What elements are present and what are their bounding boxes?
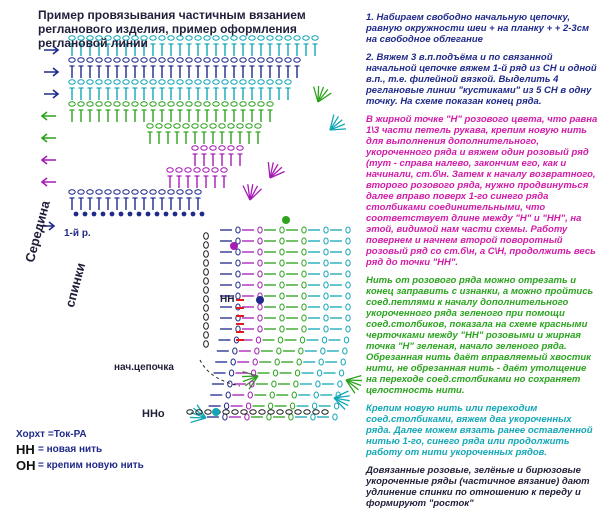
chain-stitch (96, 102, 102, 106)
chain-stitch (273, 370, 277, 376)
chain-stitch (228, 381, 232, 387)
fan-stitch (346, 376, 361, 380)
chain-stitch (183, 124, 189, 128)
chain-stitch (147, 124, 153, 128)
chain-stitch (322, 337, 326, 343)
chain-stitch (177, 190, 183, 194)
chain-stitch (204, 260, 209, 266)
chain-stitch (324, 315, 328, 321)
chain-stitch (87, 80, 93, 84)
chain-stitch (231, 359, 235, 365)
chain-stitch (236, 249, 240, 255)
legend-title: Хорхт =Ток-РА (16, 429, 87, 440)
chain-dot (182, 212, 187, 217)
fan-stitch (191, 418, 206, 422)
chain-stitch (204, 314, 209, 320)
chain-stitch (272, 381, 276, 387)
chain-stitch (302, 315, 306, 321)
chain-stitch (168, 58, 174, 62)
chain-stitch (249, 58, 255, 62)
chain-stitch (316, 381, 320, 387)
chain-stitch (240, 102, 246, 106)
note-1: 1. Набираем свободно начальную цепочку, равную окружности шеи + на планку + + 2-3см на свободное облегание (366, 12, 590, 45)
chain-stitch (322, 410, 328, 414)
chain-stitch (223, 410, 229, 414)
nn-label: НН (220, 294, 235, 305)
chain-stitch (256, 337, 260, 343)
chain-stitch (204, 332, 209, 338)
chain-stitch (324, 260, 328, 266)
chain-stitch (204, 58, 210, 62)
chain-dot (200, 212, 205, 217)
chain-stitch (268, 410, 274, 414)
legend-symbol: ОН (16, 458, 36, 473)
chain-stitch (195, 190, 201, 194)
chain-stitch (280, 304, 284, 310)
chain-stitch (302, 260, 306, 266)
chain-stitch (280, 260, 284, 266)
chain-stitch (233, 348, 237, 354)
chain-stitch (232, 410, 238, 414)
chain-stitch (346, 293, 350, 299)
join-dot (256, 296, 264, 304)
chain-stitch (302, 326, 306, 332)
chain-stitch (96, 58, 102, 62)
chain-stitch (338, 381, 342, 387)
chain-label: нач.цепочка (114, 362, 174, 373)
chain-stitch (339, 370, 343, 376)
chain-stitch (192, 124, 198, 128)
nno-label: ННо (142, 408, 165, 420)
chain-stitch (324, 227, 328, 233)
chain-stitch (204, 269, 209, 275)
chain-stitch (222, 80, 228, 84)
chain-stitch (236, 282, 240, 288)
chain-stitch (290, 403, 294, 409)
chain-stitch (280, 238, 284, 244)
chain-stitch (302, 249, 306, 255)
chain-stitch (174, 124, 180, 128)
chain-stitch (237, 146, 243, 150)
chain-stitch (286, 410, 292, 414)
chain-stitch (204, 278, 209, 284)
chain-stitch (185, 168, 191, 172)
chain-stitch (114, 190, 120, 194)
diagram-title: Пример провязывания частичным вязанием реглaнового изделия, пример оформления реглановой линии (38, 8, 306, 50)
chain-stitch (114, 102, 120, 106)
chain-stitch (204, 296, 209, 302)
chain-stitch (222, 58, 228, 62)
chain-stitch (150, 58, 156, 62)
chain-stitch (204, 323, 209, 329)
chain-stitch (237, 124, 243, 128)
chain-stitch (203, 168, 209, 172)
chain-stitch (167, 168, 173, 172)
chain-dot (110, 212, 115, 217)
chain-stitch (280, 293, 284, 299)
chain-stitch (289, 414, 293, 420)
note-3: В жирной точке "Н" розового цвета, что равна 1\3 части петель рукава, крепим новую нить для выполнения дополнительного, укороченного ряда и вяжем один розовый ряд (тут - справа налево, закончим его, как и начинали, ст.б\н. Затем к началу возвратного, второго розового ряда, нужно продвинуться далее вправо поверх 1-го синего ряда столбиками соединительными, что соответствует длине между "Н" и "НН", на этой, видимой нам части схемы. Работу повернем и начнем второй поворотный розовый ряд со ст.б\н, а С\Н, продолжить весь ряд до точки "НН". (366, 114, 598, 268)
chain-stitch (212, 168, 218, 172)
chain-stitch (78, 58, 84, 62)
chain-stitch (341, 359, 345, 365)
chain-dot (119, 212, 124, 217)
chain-stitch (346, 249, 350, 255)
chain-dot (155, 212, 160, 217)
chain-stitch (141, 58, 147, 62)
chain-stitch (299, 348, 303, 354)
legend (16, 428, 216, 474)
chain-stitch (132, 58, 138, 62)
note-6: Довязанные розовые, зелёные и бирюзовые укороченные ряды (частичное вязание) дают удлинение спинки по отношению к переду и формируют "росток" (366, 465, 590, 509)
chain-stitch (268, 403, 272, 409)
chain-stitch (311, 414, 315, 420)
chain-stitch (219, 146, 225, 150)
chain-stitch (258, 282, 262, 288)
chain-stitch (69, 102, 75, 106)
chain-stitch (297, 359, 301, 365)
chain-stitch (324, 282, 328, 288)
chain-stitch (177, 102, 183, 106)
chain-stitch (204, 80, 210, 84)
chain-stitch (176, 168, 182, 172)
note-4: Нить от розового ряда можно отрезать и конец заправить с изнанки, а можно пройтись соед.петлями к началу дополнительного укороченного ряда зеленого при помощи соед.столбиков, показала на схеме красными черточками между "НН" розовыми и жирная точка "Н" зеленая, начало зеленого ряда. Обрезанная нить даёт вправляемый хвостик нити, не обрезанная нить - даёт утолщение на переходе соед.столбиками но сохраняет целостность нити. (366, 275, 594, 396)
chain-stitch (302, 271, 306, 277)
chain-stitch (168, 190, 174, 194)
chain-stitch (204, 251, 209, 257)
chain-stitch (201, 146, 207, 150)
chain-stitch (302, 293, 306, 299)
chain-stitch (267, 414, 271, 420)
chain-stitch (246, 124, 252, 128)
chain-stitch (231, 102, 237, 106)
chain-stitch (270, 392, 274, 398)
instructions-panel (366, 12, 598, 516)
chain-dot (137, 212, 142, 217)
chain-stitch (205, 410, 211, 414)
chain-stitch (204, 102, 210, 106)
chain-stitch (159, 102, 165, 106)
chain-dot (146, 212, 151, 217)
chain-stitch (168, 102, 174, 106)
chain-dot (92, 212, 97, 217)
chain-stitch (302, 304, 306, 310)
chain-dot (74, 212, 79, 217)
chain-stitch (210, 124, 216, 128)
chain-stitch (219, 124, 225, 128)
chain-stitch (165, 124, 171, 128)
chain-stitch (302, 282, 306, 288)
chain-stitch (231, 58, 237, 62)
chain-stitch (258, 58, 264, 62)
chain-stitch (292, 392, 296, 398)
legend-text: = крепим новую нить (38, 460, 144, 471)
chain-stitch (241, 410, 247, 414)
chain-stitch (213, 58, 219, 62)
chain-stitch (313, 410, 319, 414)
chain-stitch (229, 370, 233, 376)
chain-stitch (277, 348, 281, 354)
chain-stitch (314, 392, 318, 398)
chain-stitch (346, 326, 350, 332)
chain-dot (191, 212, 196, 217)
chain-stitch (228, 124, 234, 128)
chain-stitch (285, 58, 291, 62)
chain-stitch (324, 249, 328, 255)
chain-stitch (285, 80, 291, 84)
chain-dot (83, 212, 88, 217)
chain-stitch (221, 168, 227, 172)
arrow-right-icon (44, 90, 58, 98)
fan-stitch (268, 162, 270, 178)
chain-stitch (255, 348, 259, 354)
chain-stitch (324, 271, 328, 277)
chain-stitch (317, 370, 321, 376)
chain-stitch (255, 124, 261, 128)
chain-stitch (346, 315, 350, 321)
chain-stitch (69, 58, 75, 62)
chain-dot (101, 212, 106, 217)
chain-stitch (87, 102, 93, 106)
chain-stitch (204, 233, 209, 239)
chain-stitch (123, 58, 129, 62)
chain-stitch (267, 80, 273, 84)
chain-stitch (258, 238, 262, 244)
chain-stitch (258, 326, 262, 332)
chain-stitch (204, 242, 209, 248)
chain-stitch (276, 58, 282, 62)
chain-stitch (258, 80, 264, 84)
arrow-left-icon (42, 134, 56, 142)
row1-label: 1-й р. (64, 228, 91, 239)
chain-stitch (280, 315, 284, 321)
chain-stitch (132, 102, 138, 106)
chain-stitch (114, 58, 120, 62)
fan-stitch (314, 87, 318, 102)
chain-stitch (231, 80, 237, 84)
chain-stitch (294, 58, 300, 62)
chain-stitch (236, 260, 240, 266)
chain-stitch (69, 190, 75, 194)
chain-stitch (250, 410, 256, 414)
chain-stitch (240, 80, 246, 84)
chain-stitch (259, 410, 265, 414)
fan-stitch (242, 376, 258, 377)
chain-stitch (168, 80, 174, 84)
chain-stitch (228, 146, 234, 150)
chain-stitch (319, 359, 323, 365)
chain-stitch (267, 102, 273, 106)
chain-stitch (236, 293, 240, 299)
chain-stitch (105, 102, 111, 106)
chain-stitch (186, 102, 192, 106)
chain-stitch (105, 58, 111, 62)
chain-stitch (156, 124, 162, 128)
chain-stitch (204, 287, 209, 293)
chain-stitch (123, 80, 129, 84)
chain-stitch (267, 58, 273, 62)
chain-stitch (253, 359, 257, 365)
chain-stitch (159, 58, 165, 62)
chain-stitch (132, 190, 138, 194)
chain-stitch (258, 227, 262, 233)
chain-stitch (324, 238, 328, 244)
chain-stitch (194, 168, 200, 172)
chain-stitch (123, 102, 129, 106)
note-2: 2. Вяжем 3 в.п.подъёма и по связанной начальной цепочке вяжем 1-й ряд из СН и одной в.п., т.е. филейной вязкой. Выделить 4 реглановые линии "кустиками" из 5 СН в одну точку. На схеме показан конец ряда. (366, 52, 597, 107)
chain-stitch (321, 348, 325, 354)
join-dot (282, 216, 290, 224)
chain-stitch (258, 102, 264, 106)
chain-stitch (246, 403, 250, 409)
chain-stitch (224, 403, 228, 409)
chain-stitch (195, 58, 201, 62)
arrow-left-icon (42, 156, 56, 164)
chain-stitch (150, 102, 156, 106)
chain-stitch (277, 410, 283, 414)
chain-stitch (294, 381, 298, 387)
chain-stitch (105, 190, 111, 194)
chain-stitch (343, 348, 347, 354)
chain-stitch (195, 80, 201, 84)
chain-stitch (177, 58, 183, 62)
chain-stitch (249, 102, 255, 106)
chain-stitch (304, 410, 310, 414)
chain-stitch (302, 227, 306, 233)
chain-stitch (280, 326, 284, 332)
chain-stitch (258, 260, 262, 266)
chain-stitch (186, 190, 192, 194)
chain-stitch (213, 80, 219, 84)
join-dot (230, 242, 238, 250)
chain-stitch (324, 293, 328, 299)
chain-stitch (245, 414, 249, 420)
chain-stitch (96, 80, 102, 84)
chain-stitch (78, 102, 84, 106)
join-dot (212, 408, 220, 416)
chain-stitch (186, 58, 192, 62)
chain-stitch (324, 304, 328, 310)
legend-item (16, 442, 216, 458)
chain-stitch (258, 315, 262, 321)
legend-symbol: НН (16, 442, 35, 457)
chain-stitch (78, 190, 84, 194)
chain-stitch (150, 80, 156, 84)
chain-stitch (280, 227, 284, 233)
chain-dot (164, 212, 169, 217)
chain-stitch (258, 304, 262, 310)
chain-stitch (333, 414, 337, 420)
chain-stitch (249, 80, 255, 84)
chain-stitch (346, 238, 350, 244)
arrow-left-icon (42, 112, 56, 120)
chain-stitch (222, 102, 228, 106)
chain-stitch (280, 249, 284, 255)
chain-stitch (302, 238, 306, 244)
chain-stitch (240, 58, 246, 62)
chain-dot (128, 212, 133, 217)
chain-stitch (346, 282, 350, 288)
chain-stitch (278, 337, 282, 343)
chain-stitch (346, 271, 350, 277)
chain-stitch (334, 403, 338, 409)
chain-stitch (280, 282, 284, 288)
chain-stitch (226, 392, 230, 398)
chain-stitch (236, 271, 240, 277)
chain-stitch (177, 80, 183, 84)
middle-label: Середина (22, 199, 53, 264)
chain-stitch (195, 102, 201, 106)
chain-stitch (312, 403, 316, 409)
chain-stitch (258, 249, 262, 255)
chain-stitch (141, 102, 147, 106)
chain-stitch (87, 190, 93, 194)
chain-stitch (236, 227, 240, 233)
chain-stitch (275, 359, 279, 365)
chain-stitch (105, 80, 111, 84)
chain-stitch (132, 80, 138, 84)
legend-item (16, 458, 216, 474)
chain-stitch (324, 326, 328, 332)
chain-stitch (210, 146, 216, 150)
chain-stitch (276, 80, 282, 84)
chain-stitch (223, 414, 227, 420)
chain-stitch (248, 392, 252, 398)
chain-stitch (346, 227, 350, 233)
chain-stitch (186, 80, 192, 84)
chain-stitch (204, 305, 209, 311)
chain-stitch (141, 190, 147, 194)
chain-stitch (204, 341, 209, 347)
chain-dot (173, 212, 178, 217)
chain-stitch (187, 410, 193, 414)
chain-stitch (295, 370, 299, 376)
chain-stitch (123, 190, 129, 194)
back-label: спинки (62, 261, 89, 309)
chain-stitch (346, 304, 350, 310)
chain-stitch (192, 146, 198, 150)
arrow-right-icon (44, 68, 58, 76)
chain-stitch (159, 80, 165, 84)
chain-stitch (114, 80, 120, 84)
chain-stitch (159, 190, 165, 194)
note-5: Крепим новую нить или переходим соед.столбиками, вяжем два укороченных ряда. Далее можем вязать ранее оставленной нитью 1-го, синего ряда или продолжить работу от нити укороченных рядов. (366, 403, 593, 458)
arrow-left-icon (42, 178, 56, 186)
chain-stitch (69, 80, 75, 84)
chain-stitch (96, 190, 102, 194)
chain-stitch (258, 271, 262, 277)
chain-stitch (280, 271, 284, 277)
chain-stitch (87, 58, 93, 62)
chain-stitch (150, 190, 156, 194)
chain-stitch (346, 260, 350, 266)
chain-stitch (344, 337, 348, 343)
chain-stitch (78, 80, 84, 84)
chain-stitch (213, 102, 219, 106)
legend-text: = новая нить (38, 444, 103, 455)
chain-stitch (141, 80, 147, 84)
chain-stitch (295, 410, 301, 414)
chain-stitch (300, 337, 304, 343)
chain-stitch (201, 124, 207, 128)
